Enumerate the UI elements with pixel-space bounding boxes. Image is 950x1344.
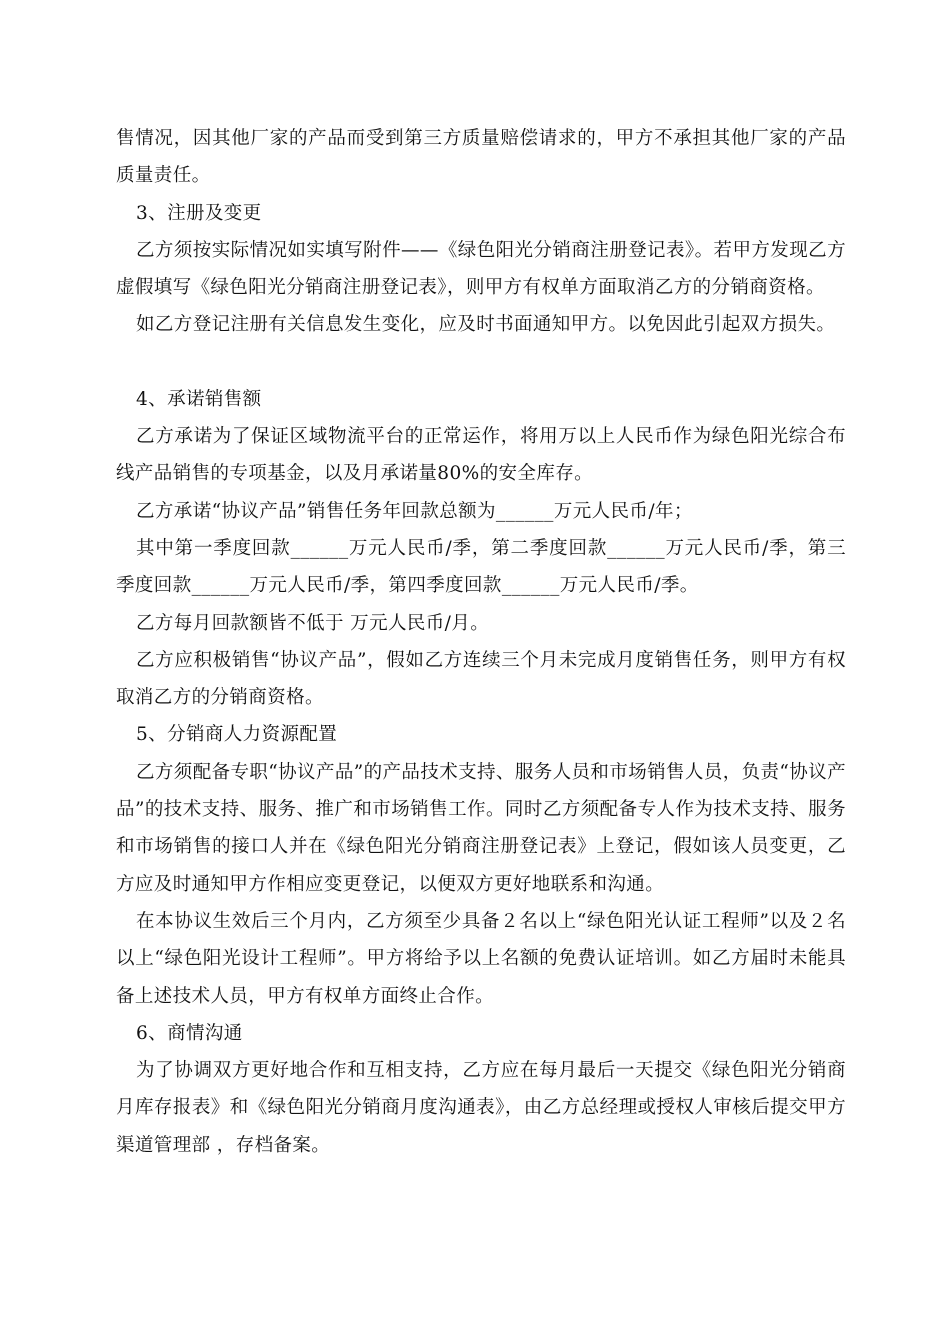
paragraph-monthly-reports: 为了协调双方更好地合作和互相支持，乙方应在每月最后一天提交《绿色阳光分销商月库存报表》和《绿色阳光分销商月度沟通表》，由乙方总经理或授权人审核后提交甲方渠道管理部 ，存档备案。: [116, 1060, 846, 1156]
paragraph-sales-fund: 乙方承诺为了保证区域物流平台的正常运作，将用万以上人民币作为绿色阳光综合布线产品销售的专项基金，以及月承诺量80%的安全库存。: [116, 426, 846, 485]
paragraph-registration-change: 如乙方登记注册有关信息发生变化，应及时书面通知甲方。以免因此引起双方损失。: [136, 314, 836, 336]
paragraph-annual-target: 乙方承诺“协议产品”销售任务年回款总额为______万元人民币/年；: [136, 500, 693, 522]
section-heading-communication: 6、商情沟通: [136, 1022, 243, 1044]
paragraph-staffing-requirements: 乙方须配备专职“协议产品”的产品技术支持、服务人员和市场销售人员，负责“协议产品”的技术支持、服务、推广和市场销售工作。同时乙方须配备专人作为技术支持、服务和市场销售的接口人并在《绿色阳光分销商注册登记表》上登记，假如该人员变更，乙方应及时通知甲方作相应变更登记，以便双方更好地联系和沟通。: [116, 761, 846, 895]
section-heading-registration: 3、注册及变更: [136, 202, 262, 224]
paragraph-continuation: 售情况，因其他厂家的产品而受到第三方质量赔偿请求的，甲方不承担其他厂家的产品质量责任。: [116, 128, 846, 187]
section-heading-sales-commitment: 4、承诺销售额: [136, 388, 262, 410]
paragraph-registration-form: 乙方须按实际情况如实填写附件——《绿色阳光分销商注册登记表》。若甲方发现乙方虚假填写《绿色阳光分销商注册登记表》，则甲方有权单方面取消乙方的分销商资格。: [116, 239, 846, 299]
document-body: [116, 120, 846, 1164]
paragraph-certified-engineers: 在本协议生效后三个月内，乙方须至少具备２名以上“绿色阳光认证工程师”以及２名以上“绿色阳光设计工程师”。甲方将给予以上名额的免费认证培训。如乙方届时未能具备上述技术人员，甲方有权单方面终止合作。: [116, 910, 846, 1007]
paragraph-quarterly-targets: 其中第一季度回款______万元人民币/季，第二季度回款______万元人民币/季，第三季度回款______万元人民币/季，第四季度回款______万元人民币/季。: [116, 537, 846, 597]
paragraph-sales-obligation: 乙方应积极销售“协议产品”，假如乙方连续三个月未完成月度销售任务，则甲方有权取消乙方的分销商资格。: [116, 649, 846, 709]
section-heading-staffing: 5、分销商人力资源配置: [136, 724, 338, 746]
paragraph-monthly-minimum: 乙方每月回款额皆不低于 万元人民币/月。: [136, 612, 490, 634]
